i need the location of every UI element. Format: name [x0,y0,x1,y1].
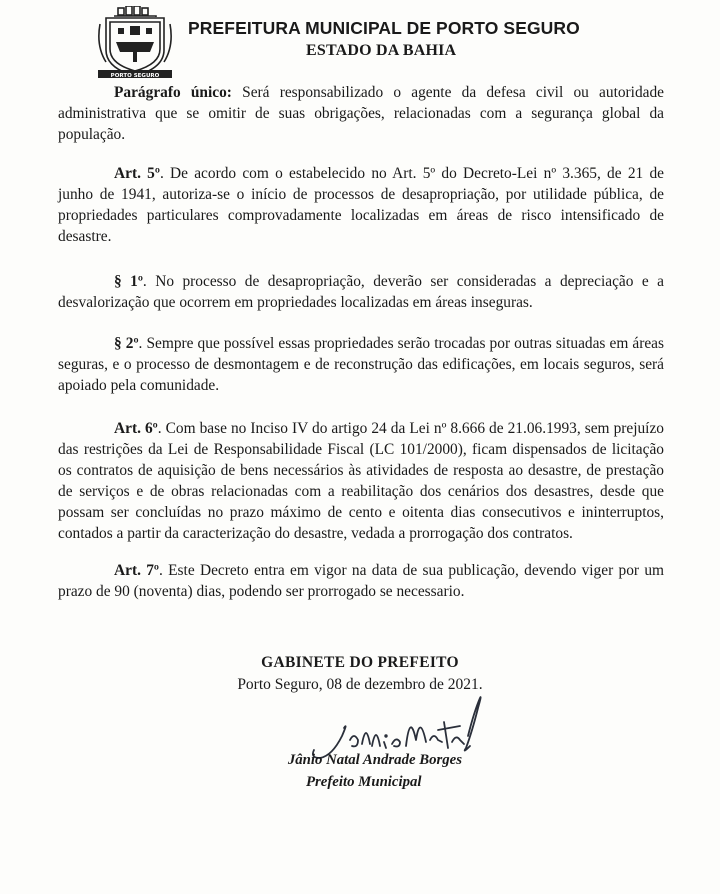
article-label: Art. 5º [114,165,160,182]
article-5 [58,163,664,247]
signer-name: Jânio Natal Andrade Borges [287,752,462,768]
office-heading: GABINETE DO PREFEITO [261,654,459,671]
place-date: Porto Seguro, 08 de dezembro de 2021. [237,676,483,693]
municipal-coat-of-arms-icon [96,6,174,82]
paragraph-unico [58,82,664,145]
paragraph-label: Parágrafo único: [114,84,232,101]
letterhead [96,6,696,84]
closing-block [230,652,490,696]
article-text: . Com base no Inciso IV do artigo 24 da Lei nº 8.666 de 21.06.1993, sem prejuízo das restrições da Lei de Responsabilidade Fiscal (LC 101/2000), ficam dispensados de licitação os contratos de aquisição de bens necessários às atividades de resposta ao desastre, de prestação de serviços e de obras relacionadas com a reabilitação dos cenários dos desastres, desde que possam ser concluídas no prazo máximo de cento e oitenta dias consecutivos e ininterruptos, contados a partir da caracterização do desastre, vedada a prorrogação dos contratos. [58,420,664,542]
article-text: . Este Decreto entra em vigor na data de sua publicação, devendo viger por um prazo de 90 (noventa) dias, podendo ser prorrogado se necessario. [58,562,664,600]
decree-body [58,82,664,622]
section-1 [58,271,664,313]
svg-text:PORTO SEGURO: PORTO SEGURO [110,73,160,79]
signer-role: Prefeito Municipal [306,774,422,790]
article-label: Art. 6º [114,420,158,437]
section-2 [58,333,664,396]
article-text: . De acordo com o estabelecido no Art. 5º do Decreto-Lei nº 3.365, de 21 de junho de 1941, autoriza-se o início de processos de desapropriação, por utilidade pública, de propriedades particulares comprovadamente localizadas em áreas de risco intensificado de desastre. [58,165,664,245]
section-text: . Sempre que possível essas propriedades serão trocadas por outras situadas em áreas seguras, e o processo de desmontagem e de reconstrução das edificações, em locais seguros, será apoiado pela comunidade. [58,335,664,394]
section-label: § 1º [114,273,143,290]
article-7 [58,560,664,602]
document-header-subtitle: ESTADO DA BAHIA [306,42,457,59]
article-6 [58,418,664,544]
signature-block [262,692,522,802]
paragraph-text: Será responsabilizado o agente da defesa civil ou autoridade administrativa que se omitir de suas obrigações, relacionadas com a segurança global da população. [58,84,665,143]
section-label: § 2º [114,335,139,352]
section-text: . No processo de desapropriação, deverão ser consideradas a depreciação e a desvalorização que ocorrem em propriedades localizadas em áreas inseguras. [58,273,664,311]
document-header-title: PREFEITURA MUNICIPAL DE PORTO SEGURO [188,18,580,38]
article-label: Art. 7º [114,562,159,579]
